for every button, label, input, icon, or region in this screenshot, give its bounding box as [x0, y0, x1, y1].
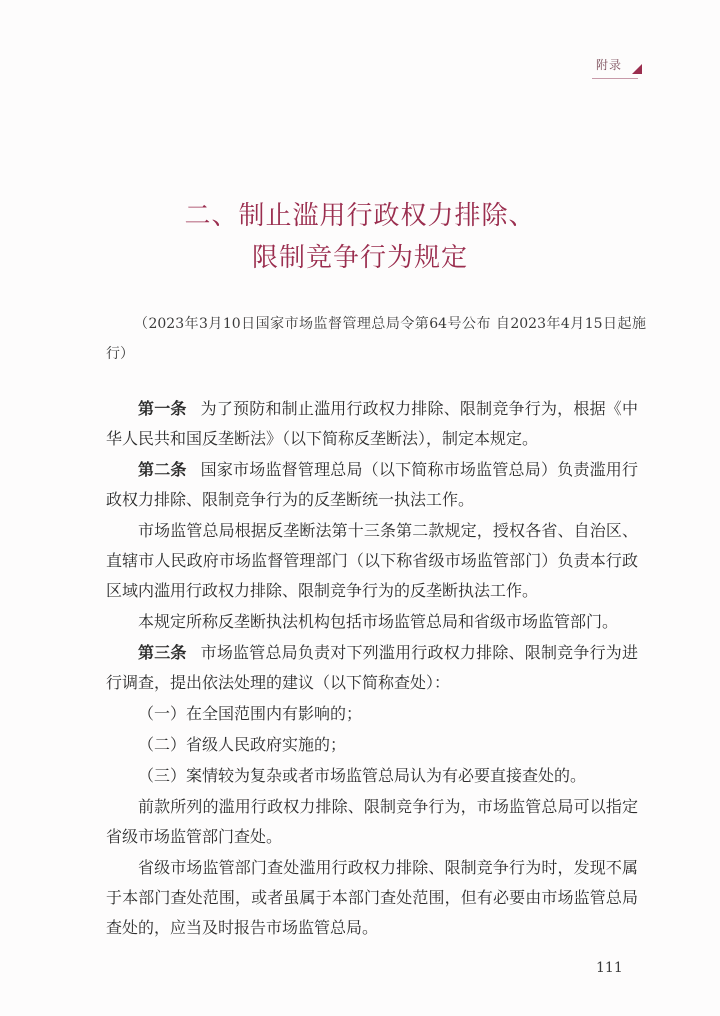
paragraph	[106, 638, 638, 698]
paragraph-text: 前款所列的滥用行政权力排除、限制竞争行为，市场监管总局可以指定省级市场监管部门查处。	[106, 797, 638, 846]
paragraph-text: 为了预防和制止滥用行政权力排除、限制竞争行为，根据《中华人民共和国反垄断法》（以下简称反垄断法），制定本规定。	[106, 399, 638, 448]
paragraph	[106, 394, 638, 454]
paragraph	[106, 607, 638, 637]
running-header	[592, 56, 642, 82]
regulation-body	[106, 394, 638, 943]
promulgation-note: （2023年3月10日国家市场监督管理总局令第64号公布 自2023年4月15日起施行）	[106, 316, 646, 362]
paragraph-text: 省级市场监管部门查处滥用行政权力排除、限制竞争行为时，发现不属于本部门查处范围，或者虽属于本部门查处范围，但有必要由市场监管总局查处的，应当及时报告市场监管总局。	[106, 858, 638, 937]
article-label: 第一条	[138, 399, 187, 418]
article-label: 第二条	[138, 460, 187, 479]
paragraph	[106, 516, 638, 606]
list-item	[106, 699, 638, 729]
header-rule	[592, 78, 638, 79]
chapter-title-line-1: 二、制止滥用行政权力排除、	[184, 201, 536, 231]
paragraph-text: （二）省级人民政府实施的；	[138, 735, 347, 754]
page-number: 111	[596, 960, 623, 976]
article-label: 第三条	[138, 643, 187, 662]
paragraph	[106, 853, 638, 943]
list-item	[106, 730, 638, 760]
paragraph	[106, 792, 638, 852]
corner-triangle-icon	[632, 64, 642, 74]
chapter-title	[0, 195, 720, 279]
paragraph-text: 本规定所称反垄断执法机构包括市场监管总局和省级市场监管部门。	[138, 612, 619, 631]
paragraph-text: （三）案情较为复杂或者市场监管总局认为有必要直接查处的。	[138, 766, 587, 785]
section-label: 附录	[596, 58, 623, 72]
chapter-title-line-2: 限制竞争行为规定	[251, 243, 468, 273]
paragraph-text: 国家市场监督管理总局（以下简称市场监管总局）负责滥用行政权力排除、限制竞争行为的反垄断统一执法工作。	[106, 460, 638, 509]
paragraph-text: 市场监管总局负责对下列滥用行政权力排除、限制竞争行为进行调查，提出依法处理的建议（以下简称查处）：	[106, 643, 638, 692]
paragraph	[106, 455, 638, 515]
paragraph-text: 市场监管总局根据反垄断法第十三条第二款规定，授权各省、自治区、直辖市人民政府市场监督管理部门（以下称省级市场监管部门）负责本行政区域内滥用行政权力排除、限制竞争行为的反垄断执法工作。	[106, 521, 638, 600]
list-item	[106, 761, 638, 791]
paragraph-text: （一）在全国范围内有影响的；	[138, 704, 363, 723]
